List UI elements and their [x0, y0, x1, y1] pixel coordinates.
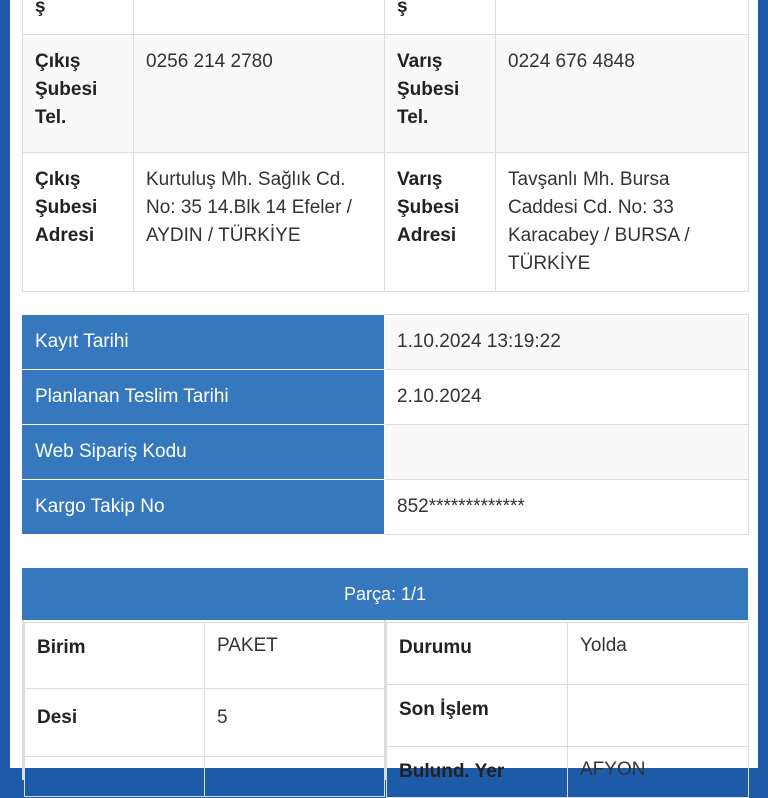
last-action-label: Son İşlem [387, 685, 568, 747]
table-row [25, 689, 385, 757]
table-row [23, 0, 749, 35]
table-row [23, 425, 749, 480]
tracking-number-value: 852************* [385, 480, 749, 535]
partial-label: ş [385, 0, 496, 35]
tracking-number-label: Kargo Takip No [23, 480, 385, 535]
table-row [23, 480, 749, 535]
planned-delivery-label: Planlanan Teslim Tarihi [23, 370, 385, 425]
arrival-address: Tavşanlı Mh. Bursa Caddesi Cd. No: 33 Karacabey / BURSA / TÜRKİYE [496, 153, 749, 292]
table-row [23, 370, 749, 425]
location-label: Bulund. Yer [387, 747, 568, 798]
table-row [387, 685, 749, 747]
status-label: Durumu [387, 623, 568, 685]
parca-header: Parça: 1/1 [22, 568, 748, 620]
parca-body [22, 620, 748, 780]
registration-date-label: Kayıt Tarihi [23, 315, 385, 370]
partial-label: ş [23, 0, 134, 35]
desi-value: 5 [205, 689, 385, 757]
web-order-code-label: Web Sipariş Kodu [23, 425, 385, 480]
branch-table [22, 0, 749, 292]
partial-value [496, 0, 749, 35]
table-row [23, 153, 749, 292]
departure-phone-label: Çıkış Şubesi Tel. [23, 35, 134, 153]
arrival-address-label: Varış Şubesi Adresi [385, 153, 496, 292]
unit-label: Birim [25, 623, 205, 689]
departure-phone: 0256 214 2780 [134, 35, 385, 153]
empty-cell [205, 757, 385, 797]
arrival-phone: 0224 676 4848 [496, 35, 749, 153]
parca-left-table [24, 622, 385, 797]
planned-delivery-value: 2.10.2024 [385, 370, 749, 425]
partial-value [134, 0, 385, 35]
page-frame [10, 0, 758, 782]
arrival-phone-label: Varış Şubesi Tel. [385, 35, 496, 153]
departure-address: Kurtuluş Mh. Sağlık Cd. No: 35 14.Blk 14 Efeler / AYDIN / TÜRKİYE [134, 153, 385, 292]
parca-right-table [386, 622, 749, 798]
empty-cell [25, 757, 205, 797]
table-row [25, 757, 385, 797]
location-value: AFYON [568, 747, 749, 798]
last-action-value [568, 685, 749, 747]
status-value: Yolda [568, 623, 749, 685]
web-order-code-value [385, 425, 749, 480]
unit-value: PAKET [205, 623, 385, 689]
table-row [23, 315, 749, 370]
table-row [23, 35, 749, 153]
desi-label: Desi [25, 689, 205, 757]
table-row [387, 747, 749, 798]
table-row [25, 623, 385, 689]
registration-date-value: 1.10.2024 13:19:22 [385, 315, 749, 370]
table-row [387, 623, 749, 685]
departure-address-label: Çıkış Şubesi Adresi [23, 153, 134, 292]
info-table [22, 314, 749, 535]
